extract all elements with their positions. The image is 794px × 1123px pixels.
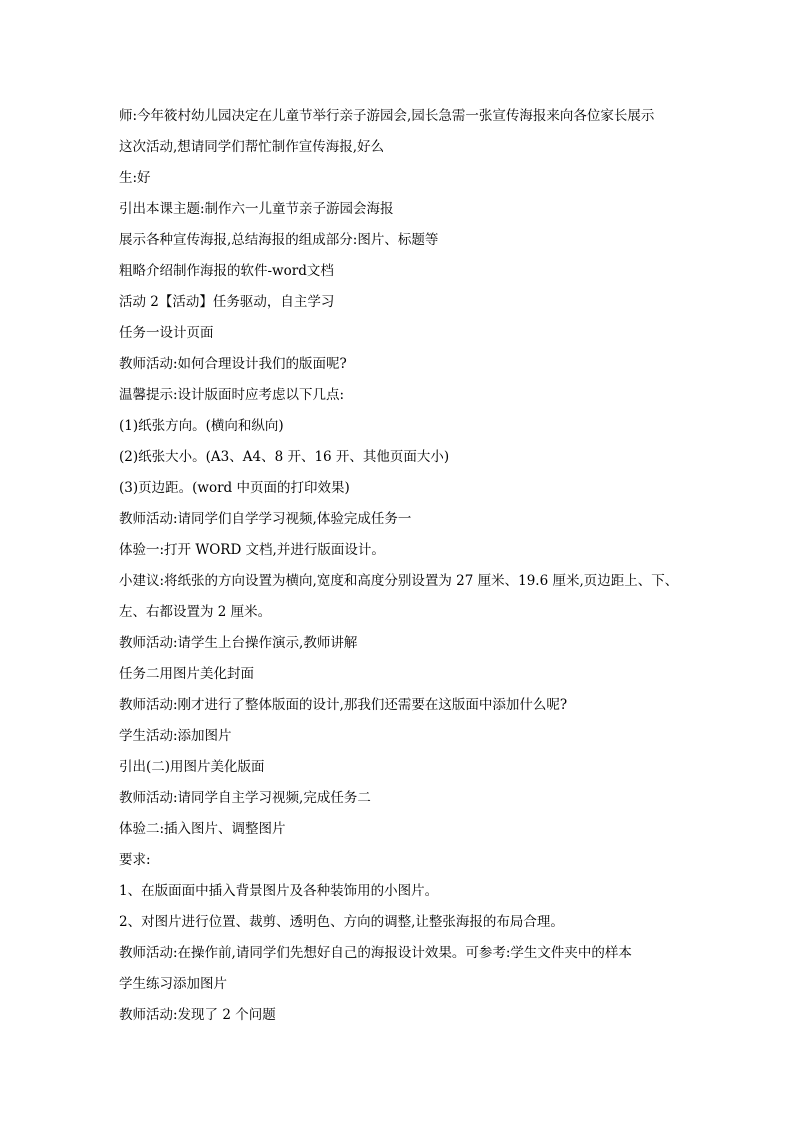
text-line: 教师活动:刚才进行了整体版面的设计,那我们还需要在这版面中添加什么呢? xyxy=(119,697,568,713)
list-item: 2、对图片进行位置、裁剪、透明色、方向的调整,让整张海报的布局合理。 xyxy=(119,914,564,930)
list-item: 1、在版面面中插入背景图片及各种装饰用的小图片。 xyxy=(119,883,439,899)
text-line: 温馨提示:设计版面时应考虑以下几点: xyxy=(119,387,345,403)
text-line: 师:今年筱村幼儿园决定在儿童节举行亲子游园会,园长急需一张宣传海报来向各位家长展示 xyxy=(119,108,655,124)
text-line: 粗略介绍制作海报的软件-word文档 xyxy=(119,263,334,279)
task-heading: 任务二用图片美化封面 xyxy=(119,666,254,682)
document-body xyxy=(119,101,689,1031)
text-line: 左、右都设置为 2 厘米。 xyxy=(119,604,272,620)
list-item: (1)纸张方向。(横向和纵向) xyxy=(119,418,284,434)
list-item: (3)页边距。(word 中页面的打印效果) xyxy=(119,480,350,496)
text-line: 引出(二)用图片美化版面 xyxy=(119,759,265,775)
text-line: 教师活动:请同学自主学习视频,完成任务二 xyxy=(119,790,371,806)
text-line: 生:好 xyxy=(119,170,151,186)
text-line: 教师活动:请同学们自学学习视频,体验完成任务一 xyxy=(119,511,412,527)
text-line: 教师活动:发现了 2 个问题 xyxy=(119,1007,276,1023)
text-line: 引出本课主题:制作六一儿童节亲子游园会海报 xyxy=(119,201,394,217)
text-line: 学生活动:添加图片 xyxy=(119,728,232,744)
task-heading: 任务一设计页面 xyxy=(119,325,214,341)
section-heading: 活动 2【活动】任务驱动，自主学习 xyxy=(119,294,335,310)
text-line: 教师活动:如何合理设计我们的版面呢? xyxy=(119,356,347,372)
text-line: 学生练习添加图片 xyxy=(119,976,227,992)
text-line: 教师活动:请学生上台操作演示,教师讲解 xyxy=(119,635,358,651)
text-line: 这次活动,想请同学们帮忙制作宣传海报,好么 xyxy=(119,139,385,155)
text-line: 要求: xyxy=(119,852,151,868)
list-item: (2)纸张大小。(A3、A4、8 开、16 开、其他页面大小) xyxy=(119,449,450,465)
text-line: 体验一:打开 WORD 文档,并进行版面设计。 xyxy=(119,542,385,558)
text-line: 体验二:插入图片、调整图片 xyxy=(119,821,286,837)
text-line: 展示各种宣传海报,总结海报的组成部分:图片、标题等 xyxy=(119,232,439,248)
text-line: 小建议:将纸张的方向设置为横向,宽度和高度分别设置为 27 厘米、19.6 厘米,页边距上、下、 xyxy=(119,573,679,589)
text-line: 教师活动:在操作前,请同学们先想好自己的海报设计效果。可参考:学生文件夹中的样本 xyxy=(119,945,632,961)
